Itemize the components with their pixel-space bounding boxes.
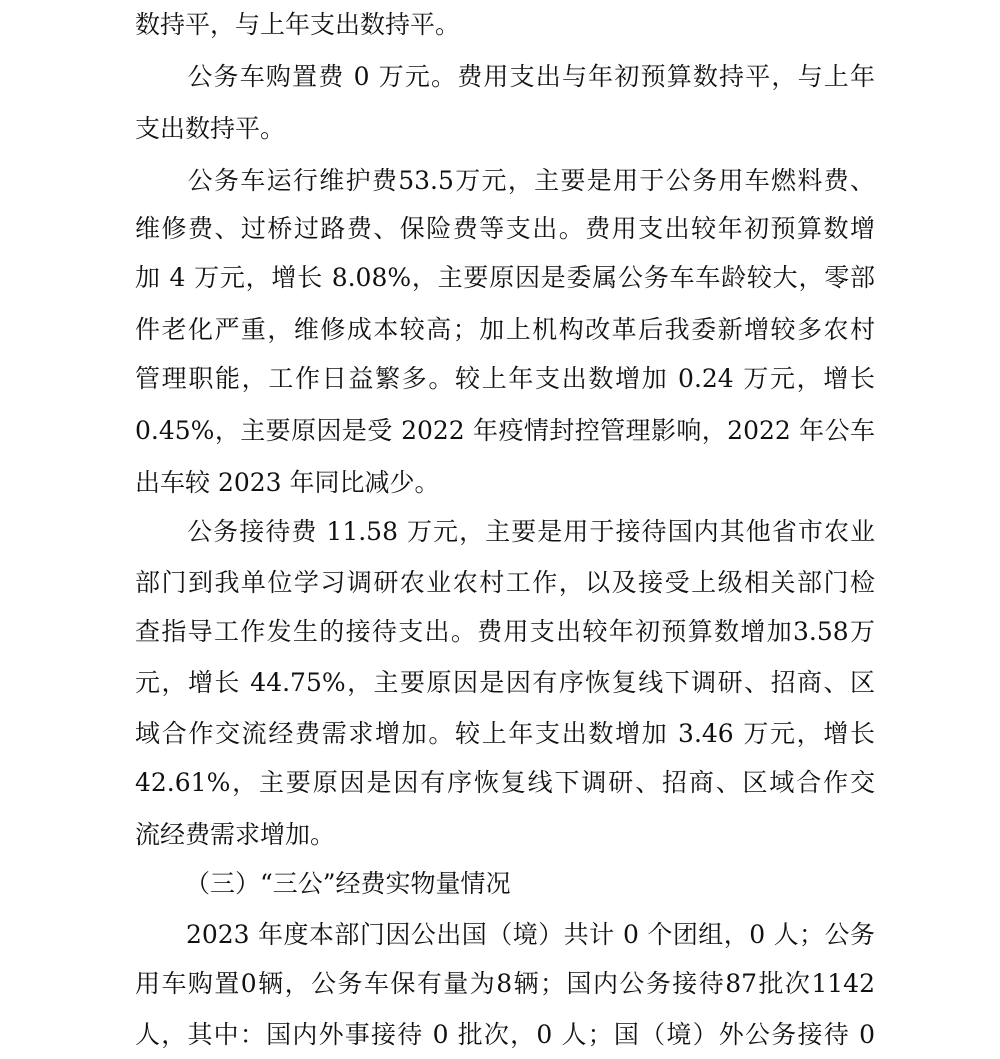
section-heading: （三）“三公”经费实物量情况 (185, 869, 511, 898)
text-line: 加 4 万元，增长 8.08%，主要原因是委属公务车车龄较大，零部 (135, 263, 875, 292)
text-line: 42.61%，主要原因是因有序恢复线下调研、招商、区域合作交 (135, 768, 875, 797)
text-line: 管理职能，工作日益繁多。较上年支出数增加 0.24 万元，增长 (135, 364, 875, 393)
text-line: 2023 年度本部门因公出国（境）共计 0 个团组，0 人；公务 (135, 920, 875, 949)
text-line: 部门到我单位学习调研农业农村工作，以及接受上级相关部门检 (135, 568, 875, 597)
text-line: 数持平，与上年支出数持平。 (135, 10, 461, 39)
text-line: 用车购置0辆，公务车保有量为8辆；国内公务接待87批次1142 (135, 969, 875, 998)
text-line: 出车较 2023 年同比减少。 (135, 468, 440, 497)
text-line: 支出数持平。 (135, 114, 286, 143)
text-line: 维修费、过桥过路费、保险费等支出。费用支出较年初预算数增 (135, 214, 875, 243)
text-line: 流经费需求增加。 (135, 820, 336, 849)
text-line: 域合作交流经费需求增加。较上年支出数增加 3.46 万元，增长 (135, 719, 875, 748)
text-line: 元，增长 44.75%，主要原因是因有序恢复线下调研、招商、区 (135, 668, 875, 697)
text-line: 公务接待费 11.58 万元，主要是用于接待国内其他省市农业 (135, 517, 875, 546)
text-line: 人，其中：国内外事接待 0 批次，0 人；国（境）外公务接待 0 (135, 1020, 875, 1049)
text-line: 公务车运行维护费53.5万元，主要是用于公务用车燃料费、 (135, 166, 875, 195)
text-line: 公务车购置费 0 万元。费用支出与年初预算数持平，与上年 (135, 62, 875, 91)
text-line: 件老化严重，维修成本较高；加上机构改革后我委新增较多农村 (135, 315, 875, 344)
text-line: 查指导工作发生的接待支出。费用支出较年初预算数增加3.58万 (135, 617, 875, 646)
text-line: 0.45%，主要原因是受 2022 年疫情封控管理影响，2022 年公车 (135, 416, 875, 445)
